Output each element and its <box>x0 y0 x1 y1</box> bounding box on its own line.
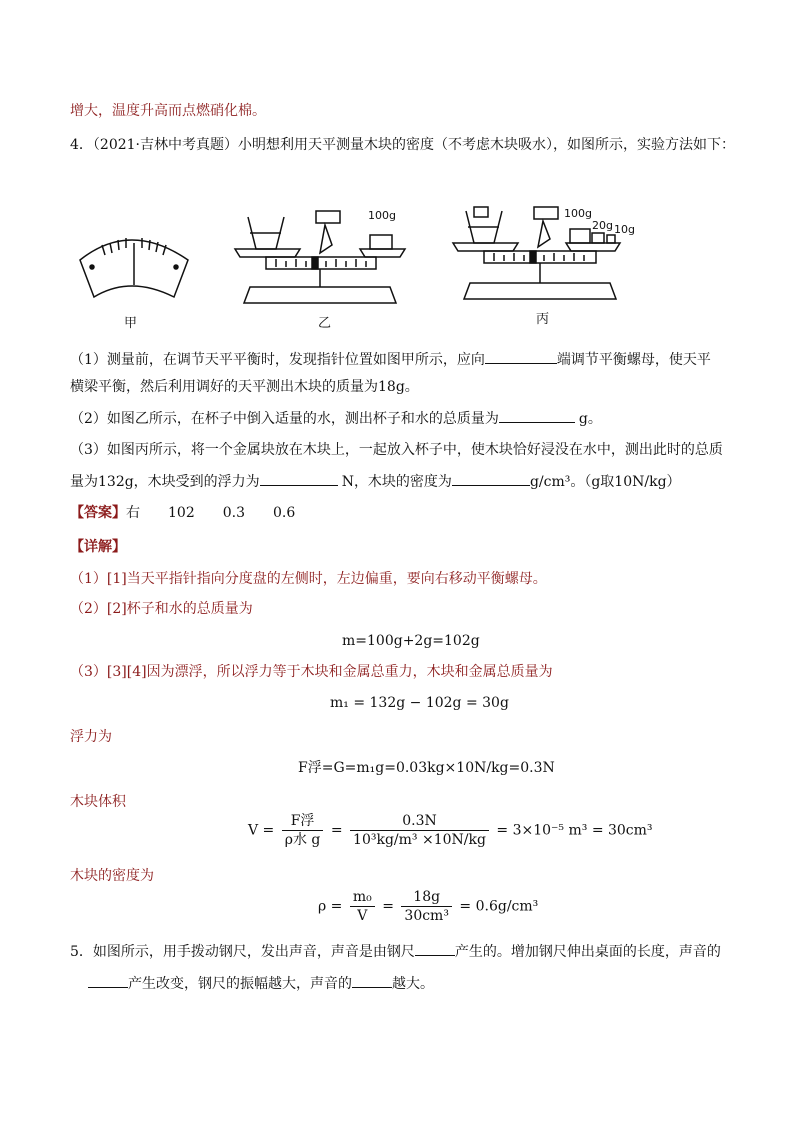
detail-3: （3）[3][4]因为漂浮，所以浮力等于木块和金属总重力，木块和金属总质量为 <box>70 664 553 680</box>
eq-v-frac-2 <box>350 812 489 849</box>
equation-volume: V = $\frac{\text{F浮}}{\text{ρ水 g}}$ = $\frac{0.3N}{\text{10³kg/m³ ×10N/kg}}$ = 3×10⁻⁵ m³ = 30cm³ <box>248 813 653 848</box>
eq-rho-rhs: = 0.6g/cm³ <box>459 898 539 915</box>
weight-label-100g-yi: 100g <box>368 209 396 222</box>
part-1-line-1 <box>70 349 711 370</box>
part-2-blank[interactable] <box>499 408 575 423</box>
answer-values: 右 102 0.3 0.6 <box>126 505 296 521</box>
eq-v-den-1: ρ水 g <box>284 832 321 848</box>
eq-rho-frac-2 <box>401 888 452 925</box>
part-2-line <box>70 408 602 429</box>
part-3-line-2 <box>70 471 681 492</box>
answer-line <box>70 503 295 523</box>
detail-1: （1）[1]当天平指针指向分度盘的左侧时，左边偏重，要向右移动平衡螺母。 <box>70 571 547 587</box>
part-1-blank[interactable] <box>485 349 557 364</box>
part-1-text-a: （1）测量前，在调节天平平衡时，发现指针位置如图甲所示，应向 <box>70 352 485 368</box>
figure-label-jia: 甲 <box>124 316 138 331</box>
part-2-text-a: （2）如图乙所示，在杯子中倒入适量的水，测出杯子和水的总质量为 <box>70 411 499 427</box>
balance-yi <box>235 211 405 303</box>
figure-label-bing: 丙 <box>536 312 550 327</box>
eq-rho-den-2: 30cm³ <box>404 908 449 924</box>
part-3-text-d: g/cm³。（g取10N/kg） <box>529 474 681 490</box>
part-3-text-c: N，木块的密度为 <box>341 474 452 490</box>
answer-label: 【答案】 <box>70 505 126 521</box>
question-5-line-2 <box>88 973 434 994</box>
question-4-stem: 4．（2021·吉林中考真题）小明想利用天平测量木块的密度（不考虑木块吸水），如图所示，实验方法如下： <box>70 137 735 153</box>
eq-v-den-2: 10³kg/m³ ×10N/kg <box>353 832 486 848</box>
q5-text-d: 越大。 <box>392 976 434 992</box>
part-2-text-b: g。 <box>578 411 602 427</box>
eq-v-lhs: V = <box>248 822 275 839</box>
weight-label-20g: 20g <box>592 219 613 232</box>
eq-v-num-1: F浮 <box>282 812 324 831</box>
volume-label: 木块体积 <box>70 794 126 810</box>
part-1-line-2: 横梁平衡，然后利用调好的天平测出木块的质量为18g。 <box>70 379 419 395</box>
part-3-line-1: （3）如图丙所示，将一个金属块放在木块上，一起放入杯子中，使木块恰好浸没在水中，测出此时的总质 <box>70 442 723 458</box>
eq-rho-lhs: ρ = <box>318 898 343 915</box>
part-3-blank-buoyancy[interactable] <box>260 471 338 486</box>
weight-label-10g: 10g <box>614 223 635 236</box>
eq-rho-frac-1 <box>350 888 375 925</box>
detail-2: （2）[2]杯子和水的总质量为 <box>70 601 253 617</box>
part-1-text-b: 端调节平衡螺母，使天平 <box>556 352 711 368</box>
eq-v-frac-1 <box>282 812 324 849</box>
q5-text-b: 产生的。增加钢尺伸出桌面的长度，声音的 <box>454 944 721 960</box>
balance-figure <box>70 195 650 335</box>
intro-line: 增大，温度升高而点燃硝化棉。 <box>70 103 266 119</box>
equation-m1: m₁ = 132g − 102g = 30g <box>330 695 509 711</box>
q5-text-c: 产生改变，钢尺的振幅越大，声音的 <box>128 976 352 992</box>
q5-blank-3[interactable] <box>352 973 392 988</box>
eq-rho-num-2: 18g <box>401 888 452 907</box>
eq-rho-den-1: V <box>357 908 368 924</box>
buoyancy-label: 浮力为 <box>70 729 112 745</box>
detail-label: 【详解】 <box>70 539 126 555</box>
density-label: 木块的密度为 <box>70 868 154 884</box>
q5-text-a: 5．如图所示，用手拨动钢尺，发出声音，声音是由钢尺 <box>70 944 415 960</box>
part-3-text-b: 量为132g，木块受到的浮力为 <box>70 474 260 490</box>
q5-blank-2[interactable] <box>88 973 128 988</box>
question-5-line-1 <box>70 941 721 962</box>
eq-v-num-2: 0.3N <box>350 812 489 831</box>
weight-label-100g-bing: 100g <box>564 207 592 220</box>
part-3-blank-density[interactable] <box>452 471 530 486</box>
eq-v-rhs: = 3×10⁻⁵ m³ = 30cm³ <box>496 822 653 839</box>
equation-m: m=100g+2g=102g <box>342 633 480 649</box>
equation-density: ρ = $\frac{\text{m₀}}{V}$ = $\frac{18g}{\text{30cm³}}$ = 0.6g/cm³ <box>318 889 539 924</box>
dial-figure-jia <box>80 238 188 297</box>
equation-buoyancy: F浮=G=m₁g=0.03kg×10N/kg=0.3N <box>298 760 555 776</box>
eq-rho-num-1: m₀ <box>350 888 375 907</box>
q5-blank-1[interactable] <box>415 941 455 956</box>
figure-label-yi: 乙 <box>318 316 332 331</box>
